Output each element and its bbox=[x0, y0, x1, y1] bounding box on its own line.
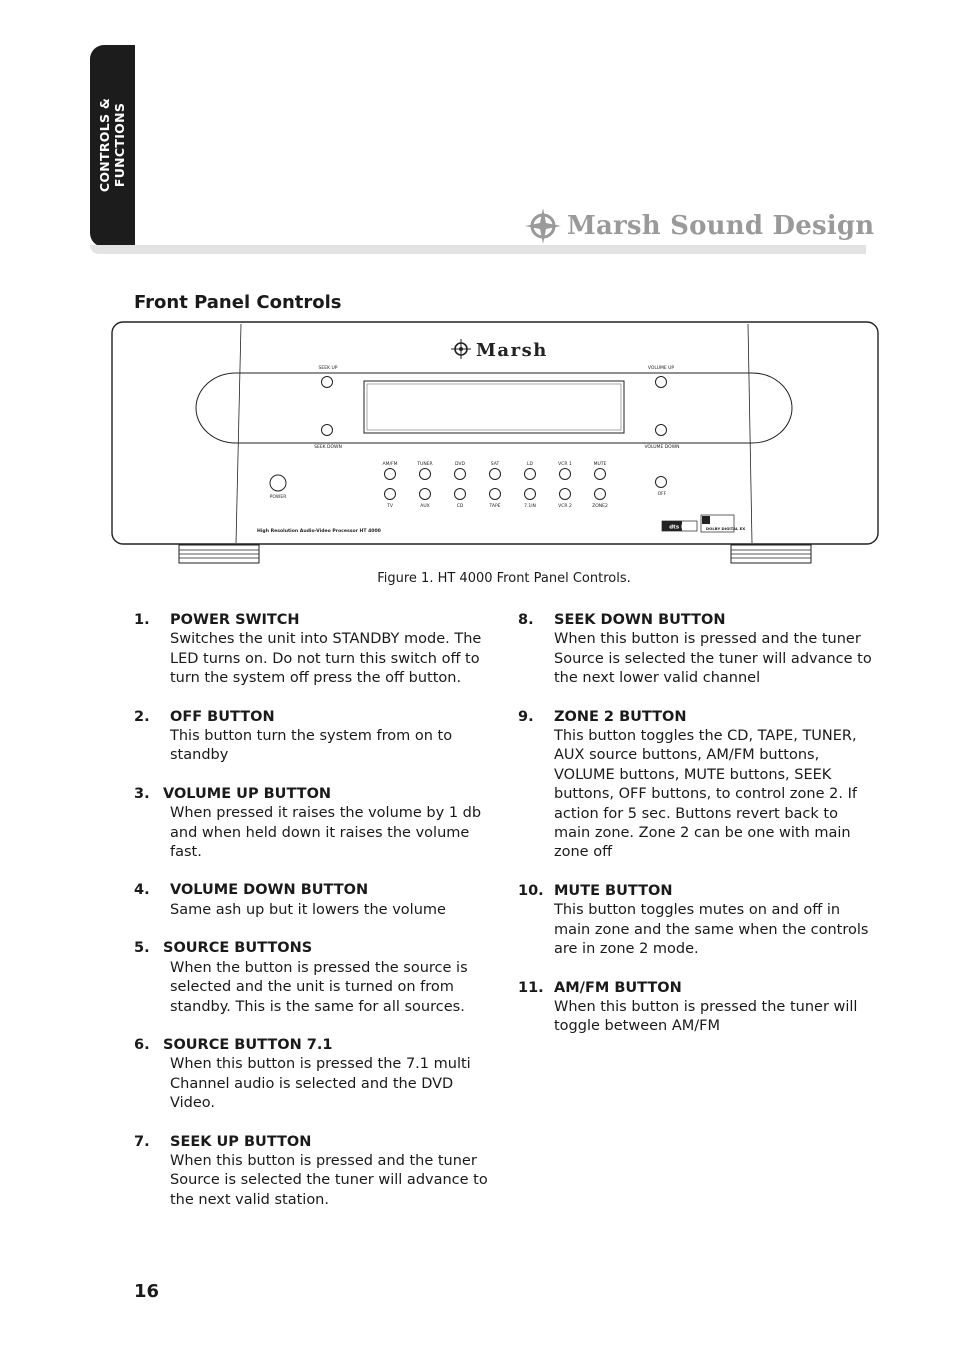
volume-up-label: VOLUME UP bbox=[647, 366, 675, 371]
list-item bbox=[134, 1036, 494, 1114]
dvd-button[interactable] bbox=[455, 469, 466, 480]
list-item bbox=[518, 882, 878, 960]
list-item bbox=[518, 611, 878, 689]
item-description: When pressed it raises the volume by 1 db and when held down it raises the volume fast. bbox=[170, 805, 482, 861]
volume-down-button[interactable] bbox=[656, 425, 667, 436]
page-number: 16 bbox=[134, 1281, 160, 1302]
source-bottom-label: TAPE bbox=[489, 504, 501, 509]
panel-logo-text: Marsh bbox=[476, 340, 548, 361]
item-number: 11. bbox=[518, 979, 544, 996]
list-item bbox=[518, 979, 878, 1037]
list-item bbox=[134, 881, 494, 920]
front-panel-figure bbox=[108, 318, 882, 568]
item-description: When this button is pressed and the tuner Source is selected the tuner will advance to the next lower valid channel bbox=[554, 631, 872, 687]
model-text: High Resolution Audio-Video Processor HT 4000 bbox=[257, 529, 381, 534]
header-rule bbox=[90, 245, 866, 254]
item-number: 6. bbox=[134, 1036, 150, 1053]
seek-up-button[interactable] bbox=[322, 377, 333, 388]
dolby-badge-text: DOLBY DIGITAL EX bbox=[706, 526, 746, 531]
aux-button[interactable] bbox=[420, 489, 431, 500]
cd-button[interactable] bbox=[455, 489, 466, 500]
tuner-button[interactable] bbox=[420, 469, 431, 480]
source-top-label: AM/FM bbox=[382, 462, 398, 467]
source-top-label: MUTE bbox=[593, 462, 607, 467]
seek-down-button[interactable] bbox=[322, 425, 333, 436]
side-tab-label bbox=[97, 98, 127, 192]
item-number: 2. bbox=[134, 708, 150, 725]
item-title: VOLUME DOWN BUTTON bbox=[170, 882, 369, 899]
controls-list-left bbox=[134, 611, 494, 1229]
item-title: ZONE 2 BUTTON bbox=[554, 708, 687, 725]
side-tab-line-1: CONTROLS & bbox=[97, 97, 112, 193]
controls-list-right bbox=[518, 611, 878, 1056]
list-item bbox=[134, 611, 494, 689]
mute-button[interactable] bbox=[595, 469, 606, 480]
side-tab-line-2: FUNCTIONS bbox=[112, 102, 127, 188]
source-bottom-label: AUX bbox=[420, 504, 430, 509]
volume-up-button[interactable] bbox=[656, 377, 667, 388]
seek-down-label: SEEK DOWN bbox=[314, 445, 342, 450]
item-number: 3. bbox=[134, 785, 150, 802]
item-description: This button turn the system from on to standby bbox=[170, 728, 453, 764]
brand-name: Marsh Sound Design bbox=[567, 211, 875, 241]
dts-badge-text: dts ES bbox=[669, 524, 689, 531]
off-label: OFF bbox=[657, 492, 667, 497]
power-switch[interactable] bbox=[270, 475, 286, 491]
item-description: When this button is pressed and the tuner Source is selected the tuner will advance to the next valid station. bbox=[170, 1152, 488, 1208]
left-foot bbox=[179, 545, 259, 563]
am-fm-button[interactable] bbox=[385, 469, 396, 480]
tv-button[interactable] bbox=[385, 489, 396, 500]
tape-button[interactable] bbox=[490, 489, 501, 500]
list-item bbox=[134, 1133, 494, 1211]
power-label: POWER bbox=[269, 495, 287, 500]
front-panel-drawing bbox=[108, 318, 882, 568]
item-description: When this button is pressed the tuner will toggle between AM/FM bbox=[554, 998, 858, 1035]
item-title: SEEK DOWN BUTTON bbox=[554, 612, 726, 628]
ld-button[interactable] bbox=[525, 469, 536, 480]
source-bottom-label: VCR 2 bbox=[558, 504, 572, 509]
item-number: 9. bbox=[518, 708, 534, 725]
list-item bbox=[134, 785, 494, 863]
figure-caption: Figure 1. HT 4000 Front Panel Controls. bbox=[377, 571, 631, 586]
volume-down-label: VOLUME DOWN bbox=[644, 445, 680, 450]
list-item bbox=[134, 708, 494, 766]
vcr2-button[interactable] bbox=[560, 489, 571, 500]
item-number: 7. bbox=[134, 1133, 150, 1150]
vcr1-button[interactable] bbox=[560, 469, 571, 480]
item-title: POWER SWITCH bbox=[170, 612, 300, 628]
compass-logo-icon bbox=[525, 208, 561, 244]
item-title: OFF BUTTON bbox=[170, 708, 275, 725]
item-title: SOURCE BUTTONS bbox=[163, 940, 313, 957]
source-top-label: DVD bbox=[455, 462, 465, 467]
source-bottom-label: 7.1IN bbox=[524, 504, 536, 509]
item-description: This button toggles mutes on and off in main zone and the same when the controls are in zone 2 mode. bbox=[554, 902, 869, 958]
source-top-label: VCR 1 bbox=[558, 462, 572, 467]
section-title: Front Panel Controls bbox=[134, 292, 342, 313]
source-top-label: SAT bbox=[490, 462, 500, 467]
item-description: Same ash up but it lowers the volume bbox=[170, 901, 446, 918]
item-number: 5. bbox=[134, 940, 150, 957]
source-bottom-label: TV bbox=[387, 504, 393, 509]
seek-up-label: SEEK UP bbox=[318, 366, 338, 371]
item-title: SEEK UP BUTTON bbox=[170, 1133, 312, 1150]
item-description: When this button is pressed the 7.1 multi Channel audio is selected and the DVD Video. bbox=[170, 1056, 471, 1112]
right-foot bbox=[731, 545, 811, 563]
item-title: VOLUME UP BUTTON bbox=[163, 785, 332, 802]
item-number: 4. bbox=[134, 882, 150, 899]
item-description: Switches the unit into STANDBY mode. The LED turns on. Do not turn this switch off to turn the system off press the off button. bbox=[170, 631, 482, 687]
sat-button[interactable] bbox=[490, 469, 501, 480]
item-title: AM/FM BUTTON bbox=[554, 979, 682, 996]
item-number: 10. bbox=[518, 882, 544, 899]
item-number: 8. bbox=[518, 612, 534, 628]
source-bottom-label: CD bbox=[456, 504, 464, 509]
item-title: MUTE BUTTON bbox=[554, 882, 673, 899]
list-item bbox=[518, 708, 878, 863]
zone2-button[interactable] bbox=[595, 489, 606, 500]
dts-badge bbox=[662, 521, 697, 531]
off-button[interactable] bbox=[656, 477, 667, 488]
item-title: SOURCE BUTTON 7.1 bbox=[163, 1036, 333, 1053]
source-top-label: LD bbox=[527, 462, 533, 467]
source-bottom-label: ZONE2 bbox=[592, 504, 608, 509]
brand-logo bbox=[525, 206, 874, 246]
list-item bbox=[134, 939, 494, 1017]
source-7-1-button[interactable] bbox=[525, 489, 536, 500]
source-top-label: TUNER bbox=[417, 462, 433, 467]
item-number: 1. bbox=[134, 612, 150, 628]
item-description: This button toggles the CD, TAPE, TUNER, AUX source buttons, AM/FM buttons, VOLUME buttons, MUTE buttons, SEEK buttons, OFF buttons, to control zone 2. If action for 5 sec. Buttons revert back to main zone. Zone 2 can be one with main zone off bbox=[554, 728, 857, 861]
section-side-tab bbox=[90, 45, 135, 247]
item-description: When the button is pressed the source is selected and the unit is turned on from standby. This is the same for all sources. bbox=[170, 959, 468, 1015]
